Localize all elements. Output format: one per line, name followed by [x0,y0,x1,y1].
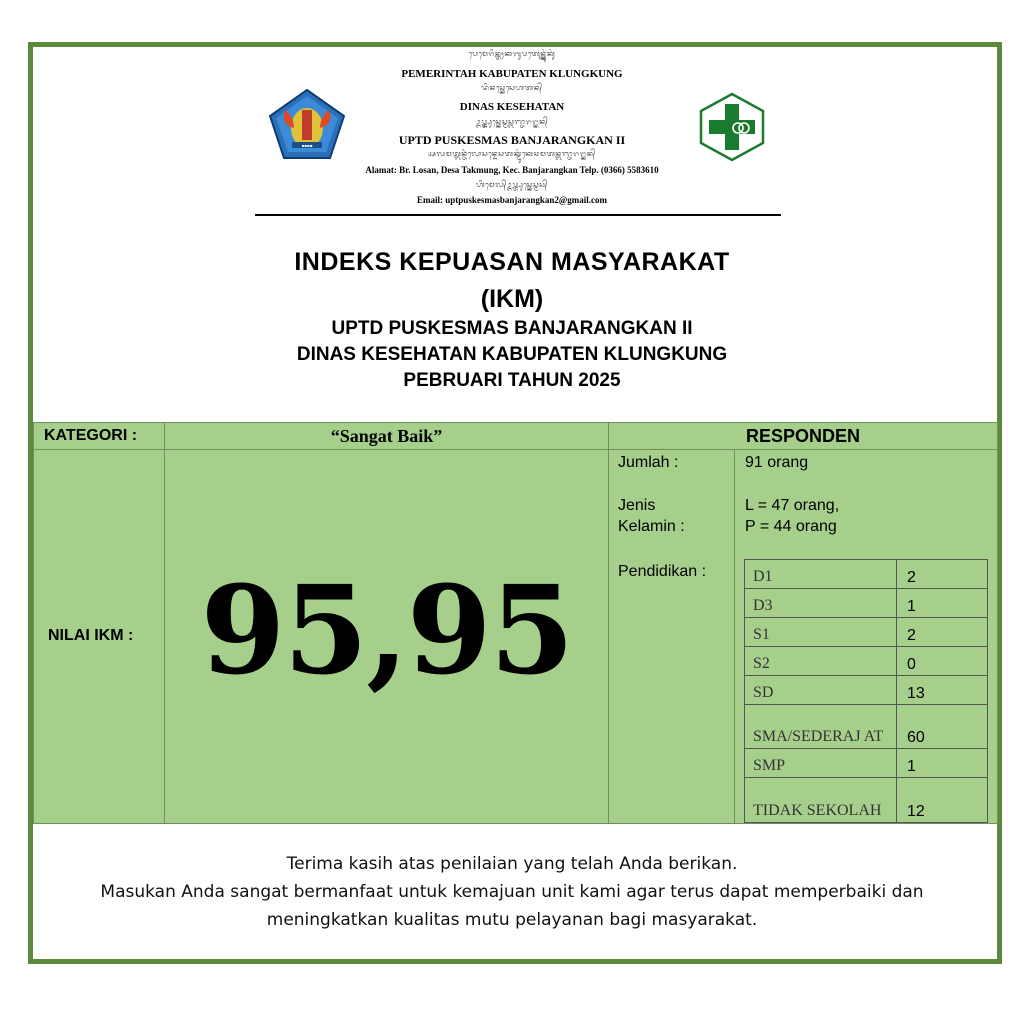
address: Alamat: Br. Losan, Desa Takmung, Kec. Banjarangkan Telp. (0366) 5583610 [365,165,659,175]
jumlah-value: 91 orang [745,454,809,471]
email: Email: uptpuskesmasbanjarangkan2@gmail.com [417,195,607,205]
table-row [745,589,988,618]
subtitle-unit: UPTD PUSKESMAS BANJARANGKAN II [331,318,693,339]
nilai-label-cell [33,449,165,824]
pendidikan-count: 2 [897,618,988,647]
balinese-script-line: ᬳᬶᬫᬾᬮ᭄ᬉᬧ᭄ᬢ᭄ᬧᬸᬲ᭄ᬓᬾᬲ᭄ᬫᬲ᭄ [476,181,548,189]
kategori-value: “Sangat Baik” [330,426,443,446]
pendidikan-count: 60 [897,705,988,749]
table-row [745,618,988,647]
responden-label-cell [608,422,998,450]
jenis-label-line2: Kelamin : [618,518,685,535]
pendidikan-label: Pendidikan : [618,563,707,580]
subtitle-period: PEBRUARI TAHUN 2025 [403,370,621,391]
pendidikan-level: S2 [745,647,897,676]
table-row [745,560,988,589]
balinese-script-line: ᬧᬾᬫᬾᬭᬶᬦ᭄ᬢᬄᬓᬩᬸᬧᬢᬾᬦ᭄ᬓ᭄ᬮᬸᬂᬓᬸᬂ [468,50,556,58]
kategori-value-cell [164,422,609,450]
responden-divider [734,449,735,824]
pendidikan-level: SD [745,676,897,705]
kategori-label: KATEGORI : [44,427,138,444]
government-name: PEMERINTAH KABUPATEN KLUNGKUNG [401,68,623,80]
pendidikan-level: SMA/SEDERAJ AT [745,705,897,749]
balinese-script-line: ᬅᬮᬫᬢ᭄ᬩᬦ᭄ᬚᬃᬮᭀᬲᬦ᭄ᬤᬾᬲᬢᬓ᭄ᬫᬸᬂᬓᬾᬘᬫᬢᬦ᭄ᬩᬜ᭄ᬚᬭᬗ᭄ᬓᬦ᭄ [428,150,596,158]
pendidikan-level: D3 [745,589,897,618]
pendidikan-count: 1 [897,749,988,778]
pendidikan-level: TIDAK SEKOLAH [745,778,897,823]
footer-thanks: Terima kasih atas penilaian yang telah Anda berikan. [286,854,738,874]
pendidikan-count: 12 [897,778,988,823]
footer-message-line1: Masukan Anda sangat bermanfaat untuk kemajuan unit kami agar terus dapat memperbaiki dan [100,882,924,902]
letterhead-divider [255,214,781,216]
jumlah-label: Jumlah : [618,454,679,471]
main-title: INDEKS KEPUASAN MASYARAKAT [294,248,730,276]
main-title-abbrev: (IKM) [480,285,544,313]
nilai-ikm-value: 95,95 [200,558,573,702]
balinese-script-line: ᬉᬧ᭄ᬢ᭄ᬤ᭄ᬧᬸᬲ᭄ᬓᬾᬲ᭄ᬫᬲ᭄ᬩᬜ᭄ᬚᬭᬗ᭄ᬓᬦ᭄ [475,118,549,126]
nilai-value-cell [164,449,609,824]
jenis-value-female: P = 44 orang [745,518,837,535]
department-name: DINAS KESEHATAN [459,101,565,113]
jenis-value-male: L = 47 orang, [745,497,840,514]
table-row [745,778,988,823]
pendidikan-count: 1 [897,589,988,618]
pendidikan-level: SMP [745,749,897,778]
pendidikan-count: 13 [897,676,988,705]
pendidikan-count: 2 [897,560,988,589]
responden-label: RESPONDEN [745,426,861,446]
pendidikan-level: D1 [745,560,897,589]
subtitle-department: DINAS KESEHATAN KABUPATEN KLUNGKUNG [296,344,728,365]
table-row [745,705,988,749]
kategori-label-cell [33,422,165,450]
footer-message-line2: meningkatkan kualitas mutu pelayanan bagi masyarakat. [266,910,758,930]
balinese-script-line: ᬤᬶᬦᬲ᭄ᬓᬾᬲᬾᬳᬢᬦ᭄ [481,84,543,92]
jenis-label-line1: Jenis [618,497,656,514]
nilai-label: NILAI IKM : [48,627,134,644]
table-row [745,749,988,778]
table-row [745,676,988,705]
unit-name: UPTD PUSKESMAS BANJARANGKAN II [398,133,626,147]
pendidikan-count: 0 [897,647,988,676]
pendidikan-table [744,559,988,823]
svg-text:▪▪▪▪: ▪▪▪▪ [301,143,313,148]
pendidikan-level: S1 [745,618,897,647]
table-row [745,647,988,676]
